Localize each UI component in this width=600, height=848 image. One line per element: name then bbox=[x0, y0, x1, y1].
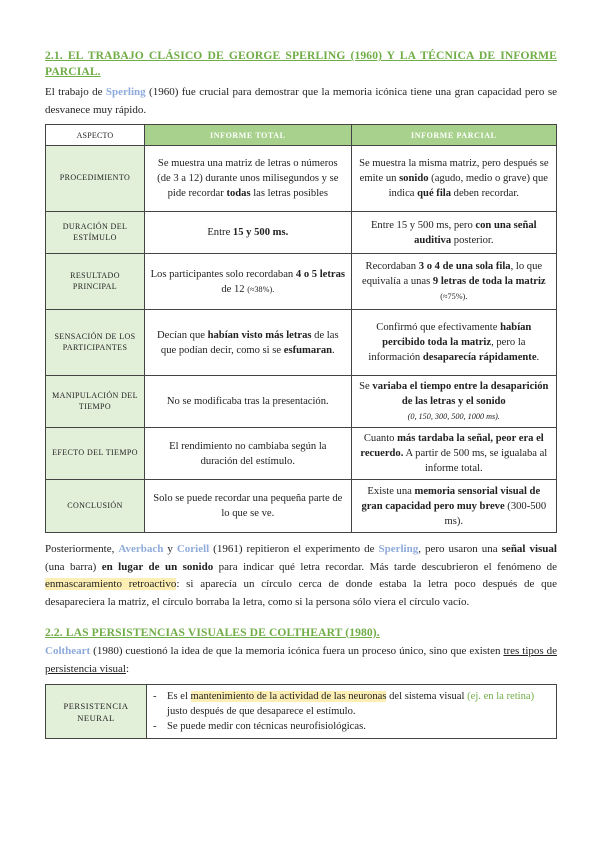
row-label: EFECTO DEL TIEMPO bbox=[46, 428, 145, 480]
paragraph-averbach-coriell: Posteriormente, Averbach y Coriell (1961) repitieron el experimento de Sperling, pero usaron una señal visual (una barra) en lugar de un sonido para indicar qué letra recordar. Más tarde descubrieron el fenómeno de enmascaramiento retroactivo: si aparecía un círculo cerca de donde estaba la letra poco después de que desapareciera la matriz, el círculo borraba la letra, como si la persona sólo viera el círculo vacío. bbox=[45, 543, 557, 608]
header-informe-parcial: INFORME PARCIAL bbox=[351, 125, 556, 146]
row-label: SENSACIÓN DE LOS PARTICIPANTES bbox=[46, 310, 145, 376]
section-2-heading: 2.2. LAS PERSISTENCIAS VISUALES DE COLTHEART (1980). bbox=[45, 626, 380, 639]
cell-total: Se muestra una matriz de letras o números (de 3 a 12) durante unos milisegundos y se pide recordar todas las letras posibles bbox=[145, 146, 352, 212]
row-label: RESULTADO PRINCIPAL bbox=[46, 254, 145, 310]
table-row bbox=[46, 254, 557, 310]
header-aspect: ASPECTO bbox=[46, 125, 145, 146]
table-row bbox=[46, 212, 557, 254]
cell-partial: Se variaba el tiempo entre la desaparición de las letras y el sonido (0, 150, 300, 500, 1000 ms). bbox=[351, 376, 556, 428]
sperling-comparison-table bbox=[45, 124, 557, 533]
row-label: MANIPULACIÓN DEL TIEMPO bbox=[46, 376, 145, 428]
cell-partial: Existe una memoria sensorial visual de gran capacidad pero muy breve (300-500 ms). bbox=[351, 480, 556, 533]
cell-partial: Se muestra la misma matriz, pero después se emite un sonido (agudo, medio o grave) que indica qué fila deben recordar. bbox=[351, 146, 556, 212]
row-label: PROCEDIMIENTO bbox=[46, 146, 145, 212]
cell-partial: Entre 15 y 500 ms, pero con una señal auditiva posterior. bbox=[351, 212, 556, 254]
cell-total: El rendimiento no cambiaba según la duración del estímulo. bbox=[145, 428, 352, 480]
author-averbach: Averbach bbox=[118, 543, 164, 555]
list-item: - Se puede medir con técnicas neurofisiológicas. bbox=[153, 721, 366, 732]
cell-total: Decían que habían visto más letras de las que podían decir, como si se esfumaran. bbox=[145, 310, 352, 376]
table-row bbox=[46, 685, 557, 739]
persistence-table bbox=[45, 684, 557, 739]
cell-total: Entre 15 y 500 ms. bbox=[145, 212, 352, 254]
table-row bbox=[46, 376, 557, 428]
table-row bbox=[46, 310, 557, 376]
cell-total: No se modificaba tras la presentación. bbox=[145, 376, 352, 428]
row-label: CONCLUSIÓN bbox=[46, 480, 145, 533]
cell-total: Solo se puede recordar una pequeña parte de lo que se ve. bbox=[145, 480, 352, 533]
document-page bbox=[45, 48, 557, 739]
cell-partial: Recordaban 3 o 4 de una sola fila, lo que equivalía a unas 9 letras de toda la matriz (≈75%). bbox=[351, 254, 556, 310]
header-informe-total: INFORME TOTAL bbox=[145, 125, 352, 146]
table-row bbox=[46, 480, 557, 533]
persistence-label: PERSISTENCIA NEURAL bbox=[46, 685, 147, 739]
table-header-row bbox=[46, 125, 557, 146]
section-2-intro: Coltheart (1980) cuestionó la idea de que la memoria icónica fuera un proceso único, sino que existen tres tipos de persistencia visual: bbox=[45, 645, 557, 675]
section-1-heading: 2.1. EL TRABAJO CLÁSICO DE GEORGE SPERLING (1960) Y LA TÉCNICA DE INFORME PARCIAL. bbox=[45, 49, 557, 78]
highlight-enmascaramiento: enmascaramiento retroactivo bbox=[45, 578, 177, 590]
list-item: - Es el mantenimiento de la actividad de las neuronas del sistema visual (ej. en la retina) justo después de que desaparece el estímulo. bbox=[153, 691, 535, 717]
section-1-intro: El trabajo de Sperling (1960) fue crucial para demostrar que la memoria icónica tiene una gran capacidad pero se desvanece muy rápido. bbox=[45, 86, 557, 116]
cell-partial: Cuanto más tardaba la señal, peor era el recuerdo. A partir de 500 ms, se igualaba al informe total. bbox=[351, 428, 556, 480]
author-coltheart: Coltheart bbox=[45, 645, 91, 657]
author-coriell: Coriell bbox=[176, 543, 210, 555]
persistence-content bbox=[147, 685, 557, 739]
table-row bbox=[46, 146, 557, 212]
cell-total: Los participantes solo recordaban 4 o 5 letras de 12 (≈38%). bbox=[145, 254, 352, 310]
table-row bbox=[46, 428, 557, 480]
author-sperling: Sperling bbox=[105, 86, 146, 98]
author-sperling: Sperling bbox=[378, 543, 419, 555]
row-label: DURACIÓN DEL ESTÍMULO bbox=[46, 212, 145, 254]
cell-partial: Confirmó que efectivamente habían percibido toda la matriz, pero la información desaparecía rápidamente. bbox=[351, 310, 556, 376]
